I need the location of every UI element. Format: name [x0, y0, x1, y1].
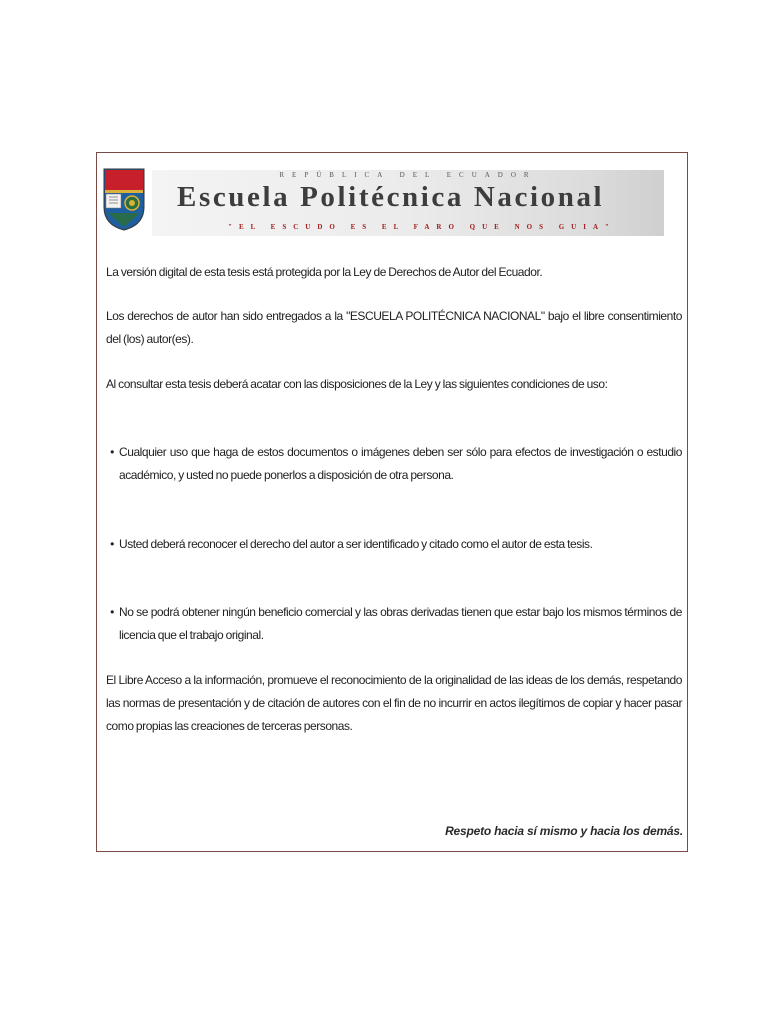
notice-paragraph-3: Al consultar esta tesis deberá acatar con las disposiciones de la Ley y las siguientes condiciones de uso:: [106, 377, 608, 391]
university-banner: [102, 167, 662, 239]
copyright-notice-frame: [96, 152, 688, 852]
school-motto: "EL ESCUDO ES EL FARO QUE NOS GUIA": [228, 223, 616, 231]
notice-paragraph-4: El Libre Acceso a la información, promueve el reconocimiento de la originalidad de las ideas de los demás, respetando las normas de presentación y de citación de autores con el fin de no incurrir en actos ilegítimos de copiar y hacer pasar como propias las creaciones de terceras personas.: [106, 673, 682, 733]
closing-slogan: Respeto hacia sí mismo y hacia los demás.: [445, 824, 683, 838]
bullet-text: No se podrá obtener ningún beneficio comercial y las obras derivadas tienen que estar bajo los mismos términos de licencia que el trabajo original.: [119, 605, 682, 642]
bullet-text: Cualquier uso que haga de estos documentos o imágenes deben ser sólo para efectos de investigación o estudio académico, y usted no puede ponerlos a disposición de otra persona.: [119, 445, 682, 482]
republica-caption: REPÚBLICA DEL ECUADOR: [279, 171, 537, 179]
bullet-icon: •: [110, 537, 114, 551]
list-item: [106, 441, 682, 487]
university-shield-icon: [102, 167, 146, 231]
bullet-text: Usted deberá reconocer el derecho del autor a ser identificado y citado como el autor de esta tesis.: [119, 537, 593, 551]
list-item: [106, 601, 682, 647]
notice-paragraph-1: La versión digital de esta tesis está protegida por la Ley de Derechos de Autor del Ecuador.: [106, 265, 543, 279]
notice-paragraph-2: Los derechos de autor han sido entregados a la "ESCUELA POLITÉCNICA NACIONAL" bajo el libre consentimiento del (los) autor(es).: [106, 309, 682, 346]
bullet-icon: •: [110, 605, 114, 619]
list-item: [106, 533, 682, 556]
school-name-title: Escuela Politécnica Nacional: [177, 181, 605, 213]
bullet-icon: •: [110, 445, 114, 459]
